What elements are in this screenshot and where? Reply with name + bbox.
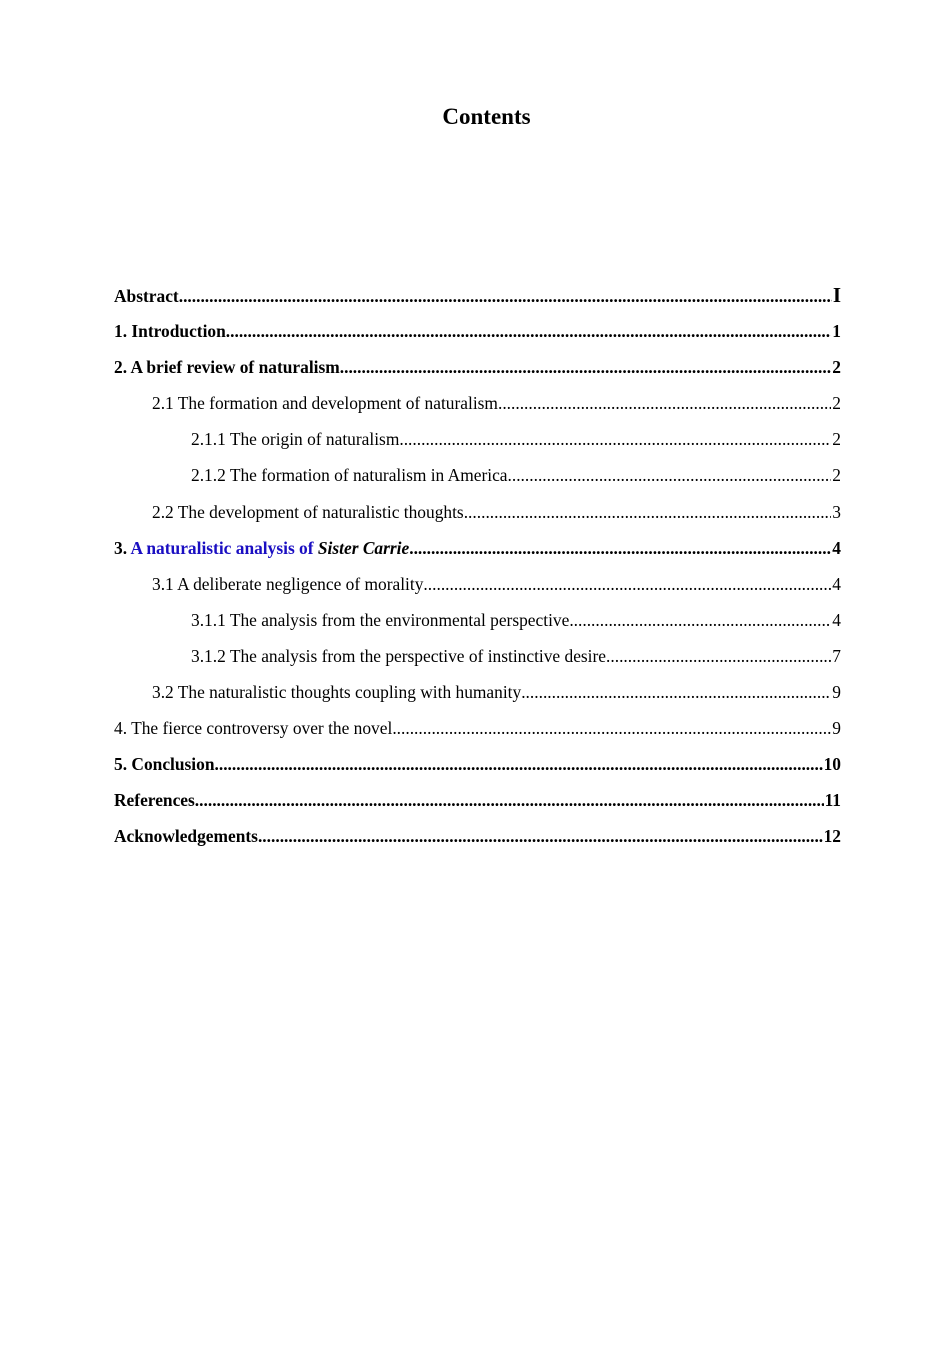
toc-entry-text: 3.1.2 The analysis from the perspective of instinctive desire [191,645,607,666]
toc-entry-text: 3.2 The naturalistic thoughts coupling with humanity [152,682,522,703]
toc-page-number: 2 [832,429,841,450]
dot-leader [423,569,831,599]
dot-leader [258,821,823,851]
toc-entry-abstract[interactable] [114,280,841,316]
toc-entry-text: 3.1 A deliberate negligence of morality [152,573,424,594]
toc-entry-2-1[interactable] [114,388,841,424]
toc-entry-text: 3.1.1 The analysis from the environmental perspective [191,609,570,630]
toc-page-number: 9 [832,682,841,703]
toc-page-number: 2 [832,357,841,378]
dot-leader [215,749,823,779]
toc-entry-text: 3. A naturalistic analysis of Sister Carrie [114,537,410,558]
toc-entry-text: 2. A brief review of naturalism [114,357,340,378]
toc-page-number: 4 [832,609,841,630]
dot-leader [606,641,831,671]
dot-leader [569,605,831,635]
page-title: Contents [442,104,531,129]
dot-leader [498,388,831,418]
toc-entry-text: 2.1.1 The origin of naturalism [191,429,400,450]
toc-page-number: 2 [832,465,841,486]
toc-entry-acknowledgements[interactable] [114,821,841,857]
toc-page-number: 1 [832,321,841,342]
toc-entry-text: References [114,790,195,811]
toc-entry-naturalistic-analysis[interactable] [114,533,841,569]
toc-entry-2-2[interactable] [114,497,841,533]
toc-entry-references[interactable] [114,785,841,821]
toc-page-number: 9 [832,718,841,739]
toc-entry-text: 5. Conclusion [114,754,215,775]
toc-page-number: 11 [824,790,841,811]
toc-page-number: 4 [832,537,841,558]
toc-page-number: 12 [823,826,841,847]
dot-leader [464,497,832,527]
toc-entry-text: 4. The fierce controversy over the novel [114,718,393,739]
toc-entry-text: 1. Introduction [114,321,226,342]
toc-page-number: 3 [832,501,841,522]
toc-entry-3-2[interactable] [114,677,841,713]
toc-entry-text: Acknowledgements [114,826,258,847]
toc-entry-introduction[interactable] [114,316,841,352]
toc-page-number: I [832,283,841,307]
toc-entry-conclusion[interactable] [114,749,841,785]
toc-entry-controversy[interactable] [114,713,841,749]
toc-entry-3-1-2[interactable] [114,641,841,677]
dot-leader [195,785,824,815]
toc-page-number: 7 [832,645,841,666]
dot-leader [399,424,831,454]
toc-entry-3-1-1[interactable] [114,605,841,641]
toc-entry-2-1-1[interactable] [114,424,841,460]
toc-page-number: 2 [832,393,841,414]
table-of-contents [114,280,841,858]
toc-entry-text: 2.2 The development of naturalistic thoughts [152,501,464,522]
dot-leader [392,713,831,743]
toc-page-number: 10 [823,754,841,775]
dot-leader [508,460,832,490]
toc-entry-2-1-2[interactable] [114,460,841,496]
toc-page-number: 4 [832,573,841,594]
dot-leader [226,316,832,346]
toc-entry-text: 2.1.2 The formation of naturalism in America [191,465,508,486]
dot-leader [521,677,831,707]
toc-entry-text: 2.1 The formation and development of naturalism [152,393,498,414]
toc-entry-brief-review[interactable] [114,352,841,388]
toc-entry-3-1[interactable] [114,569,841,605]
toc-entry-text: Abstract [114,286,179,306]
dot-leader [409,533,831,563]
dot-leader [179,281,832,311]
dot-leader [340,352,832,382]
